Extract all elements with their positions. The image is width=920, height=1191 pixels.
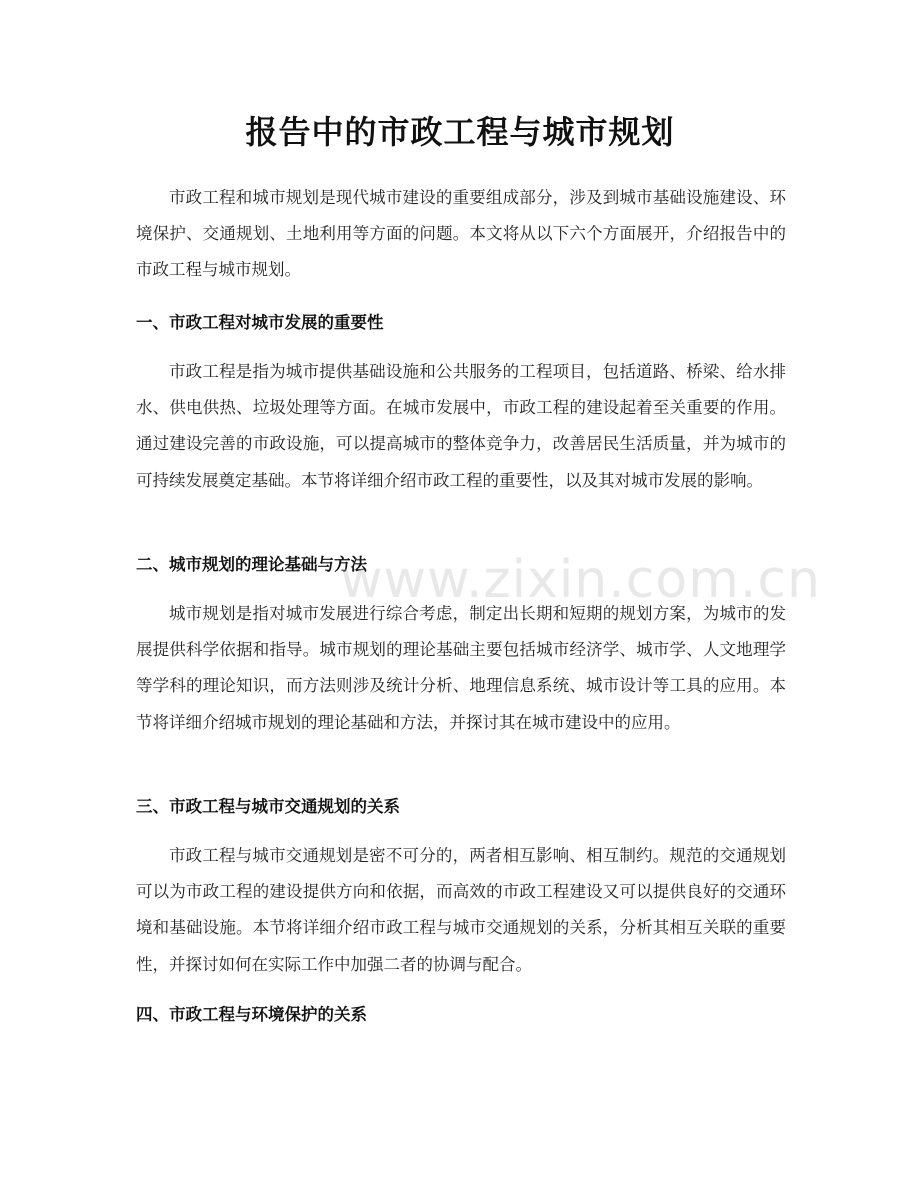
document-title: 报告中的市政工程与城市规划 [245,113,675,151]
section-3-body: 市政工程与城市交通规划是密不可分的，两者相互影响、相互制约。规范的交通规划可以为市政工程的建设提供方向和依据，而高效的市政工程建设又可以提供良好的交通环境和基础设施。本节将详细介绍市政工程与城市交通规划的关系，分析其相互关联的重要性，并探讨如何在实际工作中加强二者的协调与配合。 [136,846,786,974]
section-2-body: 城市规划是指对城市发展进行综合考虑，制定出长期和短期的规划方案，为城市的发展提供科学依据和指导。城市规划的理论基础主要包括城市经济学、城市学、人文地理学等学科的理论知识，而方法则涉及统计分析、地理信息系统、城市设计等工具的应用。本节将详细介绍城市规划的理论基础和方法，并探讨其在城市建设中的应用。 [136,604,786,732]
section-1-body: 市政工程是指为城市提供基础设施和公共服务的工程项目，包括道路、桥梁、给水排水、供电供热、垃圾处理等方面。在城市发展中，市政工程的建设起着至关重要的作用。通过建设完善的市政设施，可以提高城市的整体竞争力，改善居民生活质量，并为城市的可持续发展奠定基础。本节将详细介绍市政工程的重要性，以及其对城市发展的影响。 [136,362,786,490]
section-2-heading: 二、城市规划的理论基础与方法 [136,555,367,574]
section-1-heading: 一、市政工程对城市发展的重要性 [136,313,384,332]
intro-paragraph: 市政工程和城市规划是现代城市建设的重要组成部分，涉及到城市基础设施建设、环境保护、交通规划、土地利用等方面的问题。本文将从以下六个方面展开，介绍报告中的市政工程与城市规划。 [136,188,786,280]
watermark: www.zixin.com.cn [340,550,821,610]
section-3-heading: 三、市政工程与城市交通规划的关系 [136,797,400,816]
section-4-heading: 四、市政工程与环境保护的关系 [136,1005,367,1024]
